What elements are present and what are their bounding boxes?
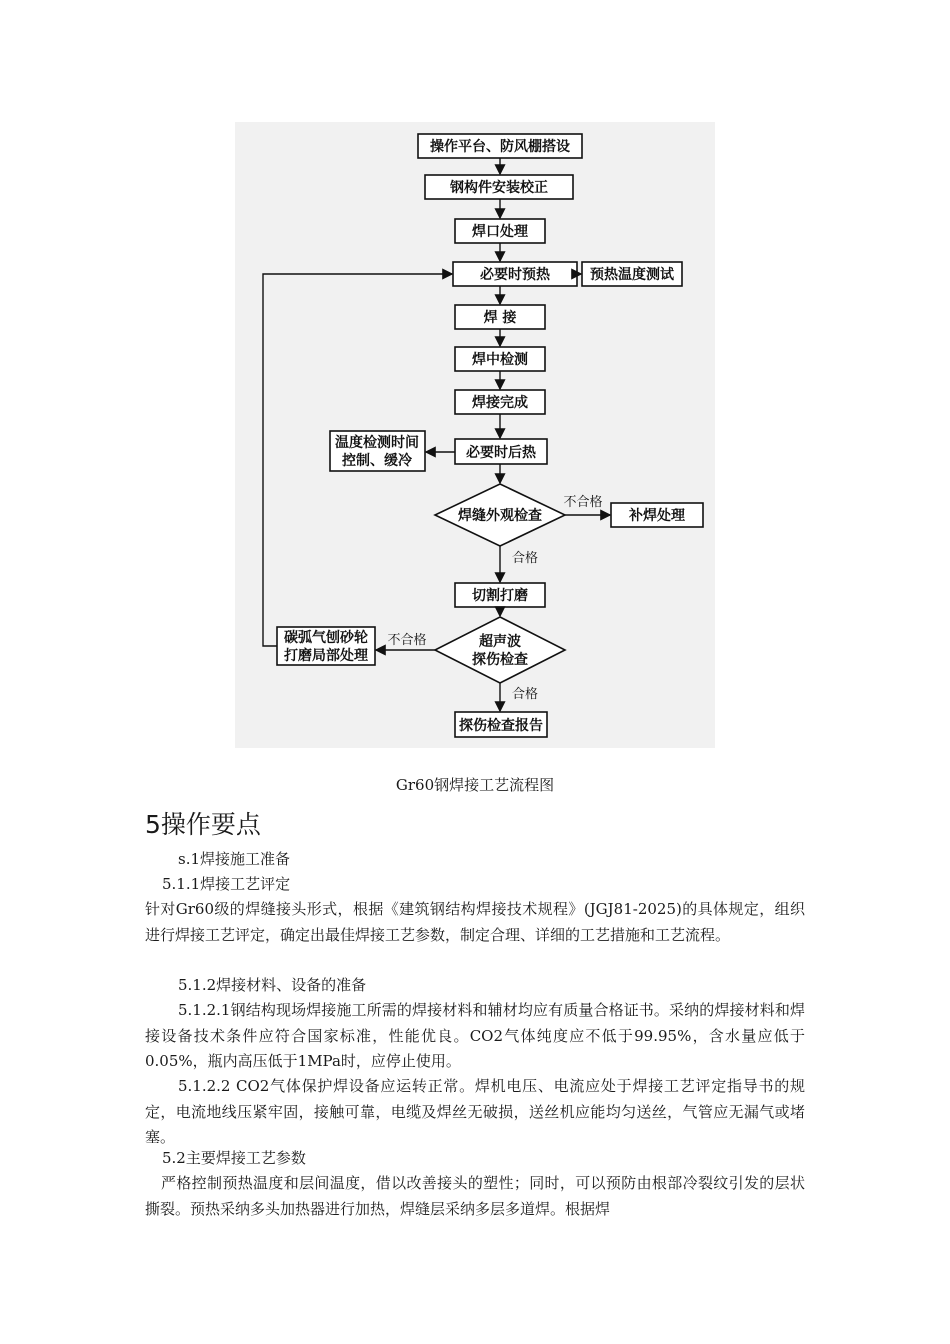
temp-control-label-1: 温度检测时间 [335, 435, 419, 451]
step-label-9: 切割打磨 [472, 588, 528, 604]
gouging-label-1: 碳弧气刨砂轮 [284, 630, 368, 646]
heading-5-1-2: 5.1.2焊接材料、设备的准备 [178, 976, 367, 994]
step-label-4: 必要时预热 [480, 267, 550, 283]
heading-5-2: 5.2主要焊接工艺参数 [162, 1149, 306, 1167]
section-title: 5操作要点 [145, 810, 261, 839]
heading-5-1-1: 5.1.1焊接工艺评定 [162, 875, 291, 893]
paragraph-5-1-1: 针对Gr60级的焊缝接头形式，根据《建筑钢结构焊接技术规程》(JGJ81-2025)的具体规定，组织进行焊接工艺评定，确定出最佳焊接工艺参数，制定合理、详细的工艺措施和工艺流程。 [145, 900, 805, 944]
fail-label-visual: 不合格 [563, 495, 603, 510]
pass-label-visual: 合格 [511, 551, 539, 566]
gouging-label-2: 打磨局部处理 [284, 648, 368, 664]
heading-5-1: s.1焊接施工准备 [178, 850, 291, 868]
ultrasonic-label-2: 探伤检查 [472, 652, 528, 668]
pass-label-ultrasonic: 合格 [511, 687, 539, 702]
step-label-5: 焊 接 [483, 310, 517, 326]
fail-label-ultrasonic: 不合格 [387, 633, 427, 648]
step-label-3: 焊口处理 [472, 224, 528, 240]
figure-caption: Gr60钢焊接工艺流程图 [395, 776, 555, 794]
ultrasonic-label-1: 超声波 [479, 634, 521, 650]
step-label-8: 必要时后热 [466, 445, 536, 461]
ultrasonic-diamond [435, 617, 565, 683]
flowchart-figure [235, 122, 715, 748]
step-label-1: 操作平台、防风棚搭设 [430, 139, 570, 155]
paragraph-5-1-2-1: 5.1.2.1钢结构现场焊接施工所需的焊接材料和辅材均应有质量合格证书。采纳的焊接材料和焊接设备技术条件应符合国家标准，性能优良。CO2气体纯度应不低于99.95%，含水量应低于0.05%，瓶内高压低于1MPa时，应停止使用。 [145, 1001, 805, 1070]
visual-check-label: 焊缝外观检查 [458, 508, 542, 524]
repair-label: 补焊处理 [629, 508, 685, 524]
step-label-10: 探伤检查报告 [459, 718, 543, 734]
step-label-6: 焊中检测 [472, 352, 528, 368]
step-label-2: 钢构件安装校正 [450, 180, 548, 196]
paragraph-5-2: 严格控制预热温度和层间温度，借以改善接头的塑性；同时，可以预防由根部冷裂纹引发的层状撕裂。预热采纳多头加热器进行加热，焊缝层采纳多层多道焊。根据焊 [145, 1174, 805, 1218]
paragraph-5-1-2-2: 5.1.2.2 CO2气体保护焊设备应运转正常。焊机电压、电流应处于焊接工艺评定指导书的规定，电流地线压紧牢固，接触可靠，电缆及焊丝无破损，送丝机应能均匀送丝，气管应无漏气或堵塞。 [145, 1077, 805, 1146]
flowchart-svg [235, 122, 715, 748]
step-label-7: 焊接完成 [472, 395, 528, 411]
temp-control-label-2: 控制、缓冷 [342, 453, 412, 469]
preheat-test-label: 预热温度测试 [590, 267, 674, 283]
